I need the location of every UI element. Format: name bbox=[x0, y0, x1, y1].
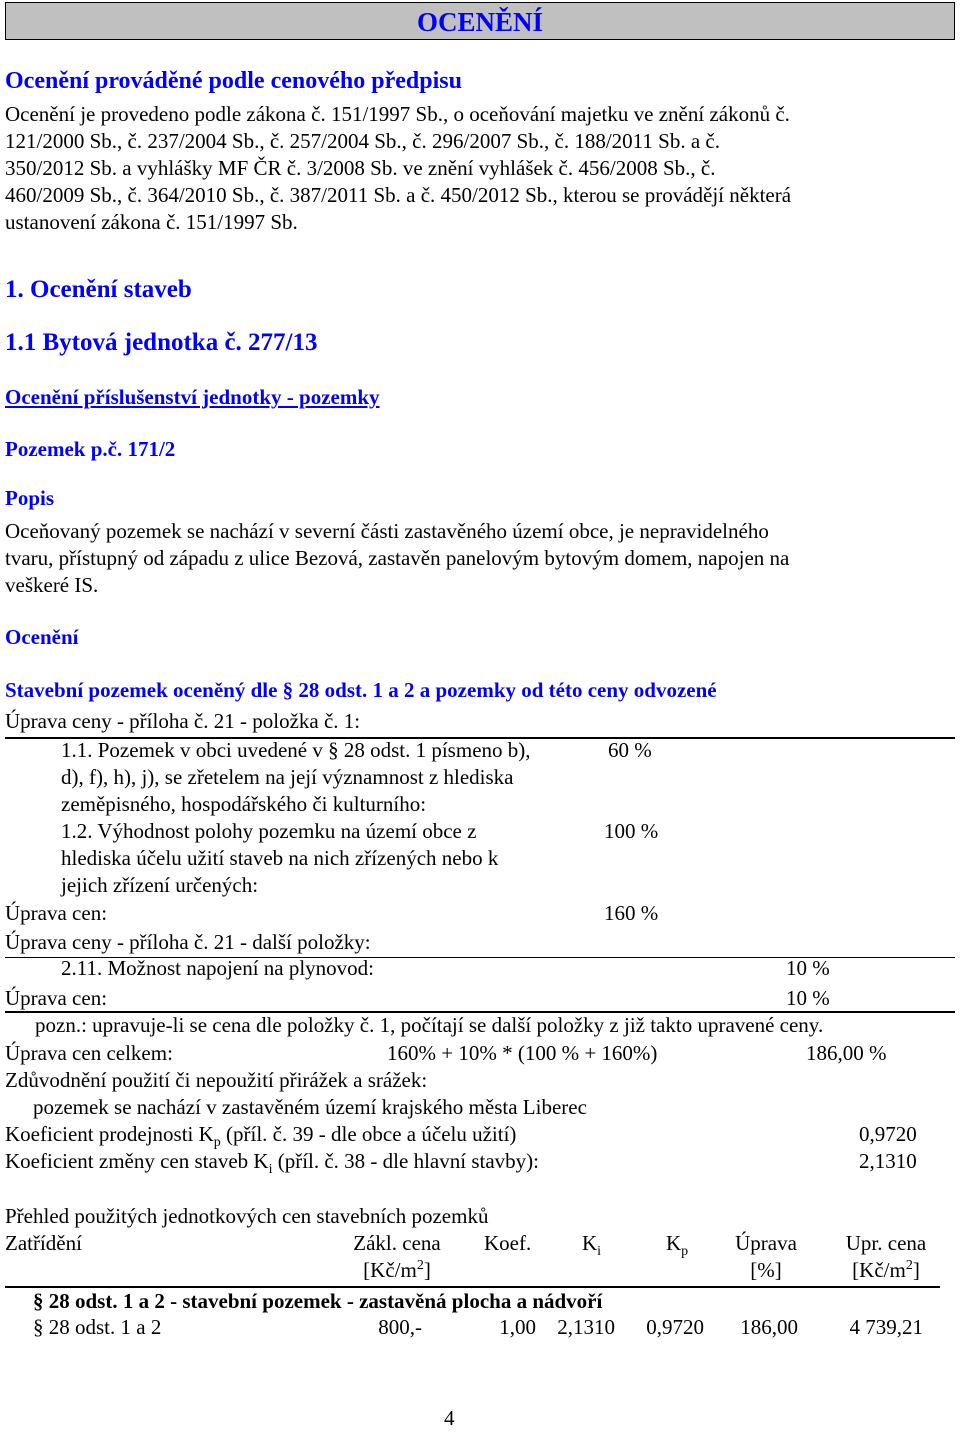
table-header-uprava: Úprava [%] bbox=[735, 1231, 797, 1282]
item-1-2-line-3: jejich zřízení určených: bbox=[61, 873, 259, 897]
table-header-koef: Koef. bbox=[484, 1231, 532, 1255]
uprava-cen-1-label: Úprava cen: bbox=[5, 901, 108, 925]
uprava-celkem-label: Úprava cen celkem: bbox=[5, 1041, 173, 1065]
uprava-cen-2-label: Úprava cen: bbox=[5, 986, 108, 1010]
uprava-cen-2-value: 10 % bbox=[786, 986, 830, 1010]
prehled-label: Přehled použitých jednotkových cen stavebních pozemků bbox=[5, 1204, 489, 1228]
intro-line-3: 350/2012 Sb. a vyhlášky MF ČR č. 3/2008 Sb. ve znění vyhlášek č. 456/2008 Sb., č. bbox=[5, 156, 716, 180]
item-1-1-line-1: 1.1. Pozemek v obci uvedené v § 28 odst. 1 písmeno b), bbox=[61, 738, 531, 762]
table-cell-upr-cena: 4 739,21 bbox=[849, 1315, 923, 1339]
table-cell-uprava: 186,00 bbox=[740, 1315, 798, 1339]
zduvodneni-label: Zdůvodnění použití či nepoužití přirážek a srážek: bbox=[5, 1068, 428, 1092]
subsection-heading: Ocenění příslušenství jednotky - pozemky bbox=[5, 385, 380, 409]
intro-line-1: Ocenění je provedeno podle zákona č. 151/1997 Sb., o oceňování majetku ve znění zákonů č. bbox=[5, 102, 790, 126]
table-header-zakl-cena: Zákl. cena $[Kč/m^2]$ bbox=[353, 1231, 441, 1282]
intro-line-5: ustanovení zákona č. 151/1997 Sb. bbox=[5, 210, 298, 234]
table-header-zatrideni: Zatřídění bbox=[5, 1231, 82, 1255]
item-1-2-value: 100 % bbox=[604, 819, 659, 843]
table-header-kp: $K_p$ bbox=[666, 1231, 689, 1260]
table-group-heading: § 28 odst. 1 a 2 - stavební pozemek - zastavěná plocha a nádvoří bbox=[33, 1289, 603, 1313]
zduvodneni-text: pozemek se nachází v zastavěném území krajského města Liberec bbox=[33, 1095, 587, 1119]
popis-line-1: Oceňovaný pozemek se nachází v severní části zastavěného území obce, je nepravidelného bbox=[5, 519, 769, 543]
page-title: OCENĚNÍ bbox=[5, 2, 955, 40]
item-2-11-value: 10 % bbox=[786, 956, 830, 980]
uprava-cen-1-value: 160 % bbox=[604, 901, 659, 925]
parcel-heading: Pozemek p.č. 171/2 bbox=[5, 437, 176, 461]
uprava-21-dalsi-label: Úprava ceny - příloha č. 21 - další položky: bbox=[5, 930, 371, 954]
stavebni-heading: Stavební pozemek oceněný dle § 28 odst. 1 a 2 a pozemky od této ceny odvozené bbox=[5, 678, 717, 702]
uprava-celkem-value: 186,00 % bbox=[806, 1041, 887, 1065]
item-2-11-label: 2.11. Možnost napojení na plynovod: bbox=[61, 956, 375, 980]
item-1-1-value: 60 % bbox=[608, 738, 652, 762]
table-header-ki: $K_i$ bbox=[582, 1231, 602, 1260]
popis-label: Popis bbox=[5, 486, 55, 510]
section-heading-1-1: 1.1 Bytová jednotka č. 277/13 bbox=[5, 329, 318, 356]
page-number: 4 bbox=[444, 1406, 455, 1430]
item-1-1-line-3: zeměpisného, hospodářského či kulturního: bbox=[61, 792, 427, 816]
item-1-2-line-2: hlediska účelu užití staveb na nich zřízených nebo k bbox=[61, 846, 499, 870]
intro-line-4: 460/2009 Sb., č. 364/2010 Sb., č. 387/2011 Sb. a č. 450/2012 Sb., kterou se provádějí některá bbox=[5, 183, 792, 207]
ki-value: 2,1310 bbox=[859, 1149, 917, 1173]
table-cell-zakl-cena: 800,- bbox=[378, 1315, 422, 1339]
section-heading-1: 1. Ocenění staveb bbox=[5, 276, 192, 303]
table-header-upr-cena: Upr. cena $[Kč/m^2]$ bbox=[845, 1231, 927, 1282]
table-cell-kp: 0,9720 bbox=[646, 1315, 704, 1339]
item-1-2-line-1: 1.2. Výhodnost polohy pozemku na území obce z bbox=[61, 819, 477, 843]
uprava-celkem-formula: 160% + 10% * (100 % + 160%) bbox=[387, 1041, 658, 1065]
intro-line-2: 121/2000 Sb., č. 237/2004 Sb., č. 257/2004 Sb., č. 296/2007 Sb., č. 188/2011 Sb. a č. bbox=[5, 129, 720, 153]
pozn-text: pozn.: upravuje-li se cena dle položky č. 1, počítají se další položky z již takto upravené ceny. bbox=[35, 1013, 824, 1037]
table-cell-zatrideni: § 28 odst. 1 a 2 bbox=[33, 1315, 162, 1339]
kp-label: Koeficient prodejnosti $K_p$ (příl. č. 39 - dle obce a účelu užití) bbox=[5, 1122, 517, 1151]
item-1-1-line-2: d), f), h), j), se zřetelem na její významnost z hlediska bbox=[61, 765, 514, 789]
ki-label: Koeficient změny cen staveb $K_i$ (příl. č. 38 - dle hlavní stavby): bbox=[5, 1149, 539, 1178]
intro-heading: Ocenění prováděné podle cenového předpisu bbox=[5, 68, 462, 94]
table-cell-ki: 2,1310 bbox=[557, 1315, 615, 1339]
kp-value: 0,9720 bbox=[859, 1122, 917, 1146]
oceneni-label: Ocenění bbox=[5, 625, 79, 649]
popis-line-2: tvaru, přístupný od západu z ulice Bezová, zastavěn panelovým bytovým domem, napojen na bbox=[5, 546, 790, 570]
table-cell-koef: 1,00 bbox=[499, 1315, 536, 1339]
uprava-21-1-label: Úprava ceny - příloha č. 21 - položka č. 1: bbox=[5, 709, 361, 733]
popis-line-3: veškeré IS. bbox=[5, 573, 99, 597]
